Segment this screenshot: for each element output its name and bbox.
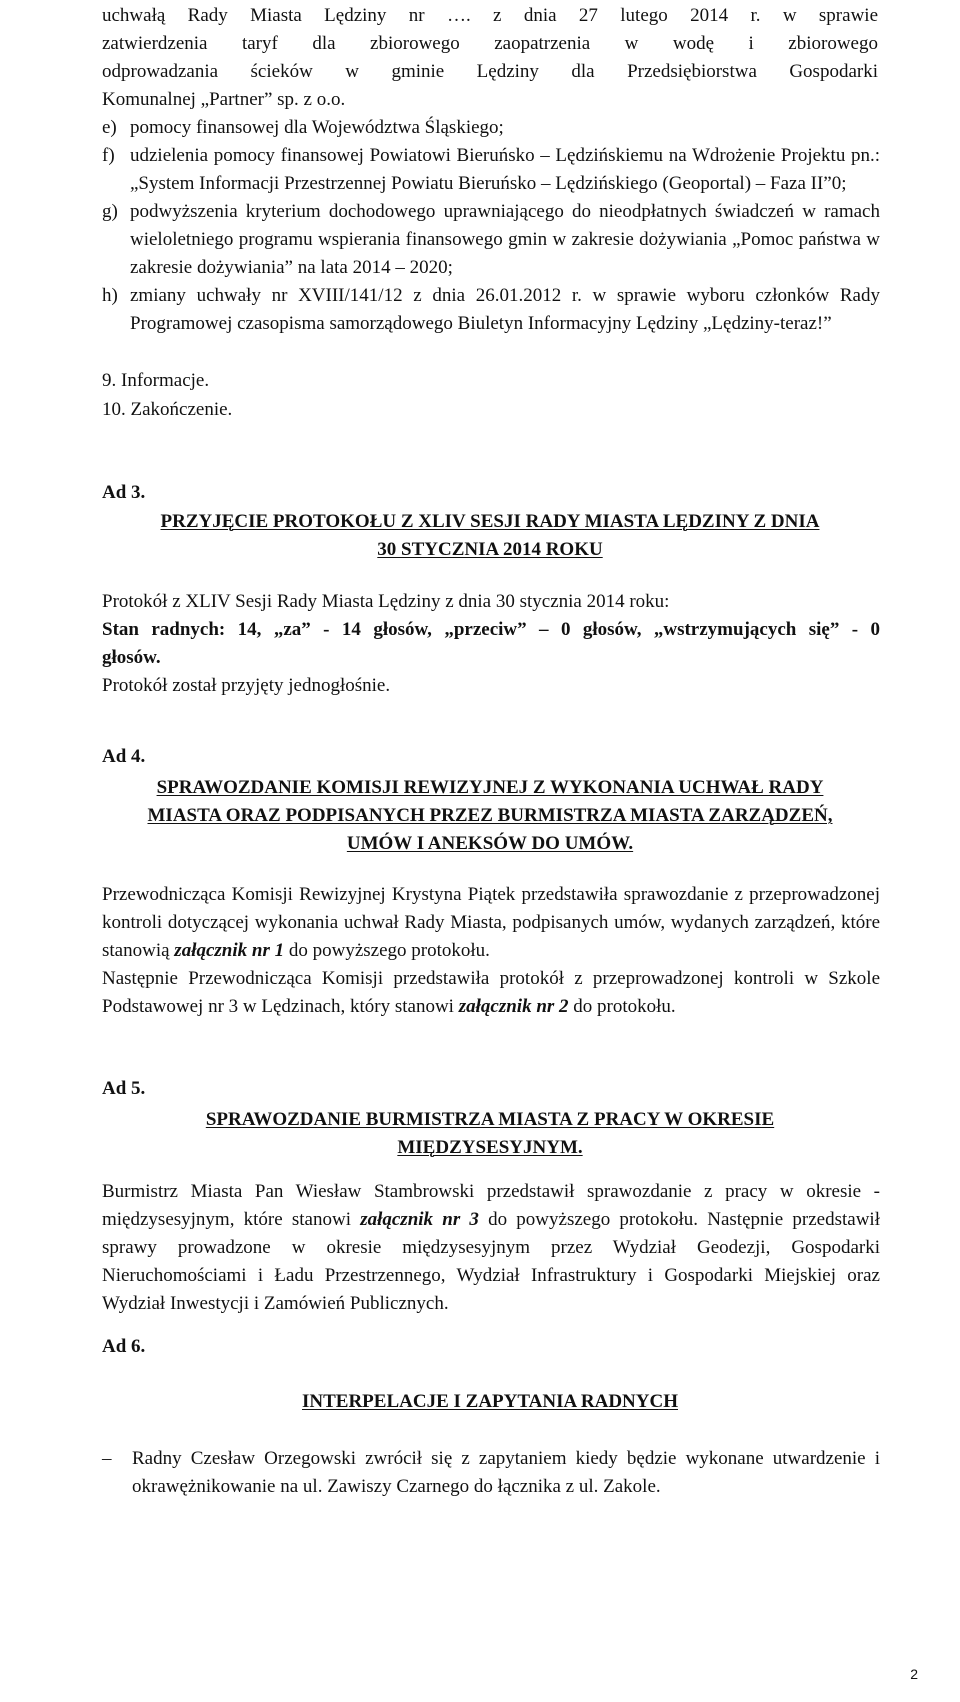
attachment-ref: załącznik nr 3	[360, 1209, 479, 1230]
text: do protokołu.	[568, 996, 676, 1017]
sub-item-f	[102, 142, 880, 198]
text: do powyższego protokołu.	[284, 940, 490, 961]
sub-item-h	[102, 282, 880, 338]
dash-bullet: –	[102, 1448, 112, 1469]
ad5-paragraph	[102, 1178, 880, 1318]
item-letter: h)	[102, 285, 118, 306]
ad6-body	[102, 1445, 880, 1501]
ad6-heading	[102, 1388, 878, 1416]
item-text: Zakończenie.	[130, 399, 233, 420]
ad3-body	[102, 588, 880, 700]
item-text: pomocy finansowej dla Województwa Śląskiego;	[130, 117, 504, 138]
item-text: zmiany uchwały nr XVIII/141/12 z dnia 26.01.2012 r. w sprawie wyboru członków Rady Programowej czasopisma samorządowego Biuletyn Informacyjny Lędziny „Lędziny-teraz!”	[130, 285, 880, 334]
heading-line: INTERPELACJE I ZAPYTANIA RADNYCH	[302, 1391, 678, 1412]
heading-line: MIĘDZYSESYJNYM.	[397, 1137, 583, 1158]
sub-item-e	[102, 114, 880, 142]
vote-tail: głosów.	[102, 647, 161, 668]
text: Przewodnicząca Komisji Rewizyjnej Krystyna Piątek przedstawiła sprawozdanie z przeprowadzonej kontroli dotyczącej wykonania uchwał Rady Miasta, podpisanych umów, wydanych zarządzeń, które stanowią	[102, 884, 880, 961]
interpellation-item	[102, 1445, 880, 1501]
item-text: podwyższenia kryterium dochodowego uprawniającego do nieodpłatnych świadczeń w ramach wieloletniego programu wspierania finansowego gmin w zakresie dożywiania „Pomoc państwa w zakresie dożywiania” na lata 2014 – 2020;	[130, 201, 880, 278]
ad4-body	[102, 881, 880, 1021]
interpellation-text	[132, 1445, 880, 1501]
heading-line: SPRAWOZDANIE KOMISJI REWIZYJNEJ Z WYKONANIA UCHWAŁ RADY	[156, 777, 824, 798]
heading-line: SPRAWOZDANIE BURMISTRZA MIASTA Z PRACY W OKRESIE	[205, 1109, 775, 1130]
top-line: zatwierdzenia taryf dla zbiorowego zaopatrzenia w wodę i zbiorowego	[102, 33, 878, 54]
item-letter: e)	[102, 117, 117, 138]
heading-line: PRZYJĘCIE PROTOKOŁU Z XLIV SESJI RADY MIASTA LĘDZINY Z DNIA	[160, 511, 820, 532]
protocol-intro: Protokół z XLIV Sesji Rady Miasta Lędziny z dnia 30 stycznia 2014 roku:	[102, 591, 670, 612]
sub-item-g	[102, 198, 880, 282]
item-text: Informacje.	[121, 370, 210, 391]
ad5-body	[102, 1178, 880, 1318]
ad3-label: Ad 3.	[102, 482, 146, 503]
item-letter: g)	[102, 201, 118, 222]
item-number: 9.	[102, 370, 117, 391]
vote-line: Stan radnych: 14, „za” - 14 głosów, „przeciw” – 0 głosów, „wstrzymujących się” - 0	[102, 619, 880, 640]
top-paragraph	[102, 2, 878, 114]
top-line: uchwałą Rady Miasta Lędziny nr …. z dnia 27 lutego 2014 r. w sprawie	[102, 5, 878, 26]
ad3-heading	[102, 508, 878, 564]
ad4-paragraph-2	[102, 965, 880, 1021]
item-number: 10.	[102, 399, 126, 420]
ad5-heading	[102, 1106, 878, 1162]
text: Radny Czesław Orzegowski zwrócił się z zapytaniem kiedy będzie wykonane utwardzenie i okrawężnikowanie na ul. Zawiszy Czarnego do łącznika z ul. Zakole.	[132, 1448, 880, 1497]
text: Burmistrz Miasta Pan Wiesław Stambrowski przedstawił sprawozdanie z pracy w okresie - międzysesyjnym, które stanowi	[102, 1181, 880, 1230]
agenda-item-9	[102, 367, 209, 395]
attachment-ref: załącznik nr 1	[174, 940, 285, 961]
item-text: udzielenia pomocy finansowej Powiatowi Bieruńsko – Lędzińskiemu na Wdrożenie Projektu pn.: „System Informacji Przestrzennej Powiatu Bieruńsko – Lędzińskiego (Geoportal) – Faza II”0;	[130, 145, 880, 194]
ad4-paragraph-1	[102, 881, 880, 965]
heading-line: UMÓW I ANEKSÓW DO UMÓW.	[346, 833, 634, 854]
sub-items-list	[102, 114, 880, 338]
protocol-accepted: Protokół został przyjęty jednogłośnie.	[102, 675, 391, 696]
top-line: odprowadzania ścieków w gminie Lędziny dla Przedsiębiorstwa Gospodarki	[102, 61, 878, 82]
ad4-heading	[102, 774, 878, 858]
page-number: 2	[910, 1666, 918, 1682]
text: Następnie Przewodnicząca Komisji przedstawiła protokół z przeprowadzonej kontroli w Szkole Podstawowej nr 3 w Lędzinach, który stanowi	[102, 968, 880, 1017]
text: do powyższego protokołu. Następnie przedstawił sprawy prowadzone w okresie międzysesyjnym przez Wydział Geodezji, Gospodarki Nieruchomościami i Ładu Przestrzennego, Wydział Infrastruktury i Gospodarki Miejskiej oraz Wydział Inwestycji i Zamówień Publicznych.	[102, 1209, 880, 1314]
ad6-label: Ad 6.	[102, 1336, 146, 1357]
heading-line: MIASTA ORAZ PODPISANYCH PRZEZ BURMISTRZA MIASTA ZARZĄDZEŃ,	[147, 805, 833, 826]
agenda-item-10	[102, 396, 232, 424]
heading-line: 30 STYCZNIA 2014 ROKU	[377, 539, 603, 560]
top-line: Komunalnej „Partner” sp. z o.o.	[102, 89, 346, 110]
item-letter: f)	[102, 145, 115, 166]
ad5-label: Ad 5.	[102, 1078, 146, 1099]
ad4-label: Ad 4.	[102, 746, 146, 767]
attachment-ref: załącznik nr 2	[458, 996, 569, 1017]
